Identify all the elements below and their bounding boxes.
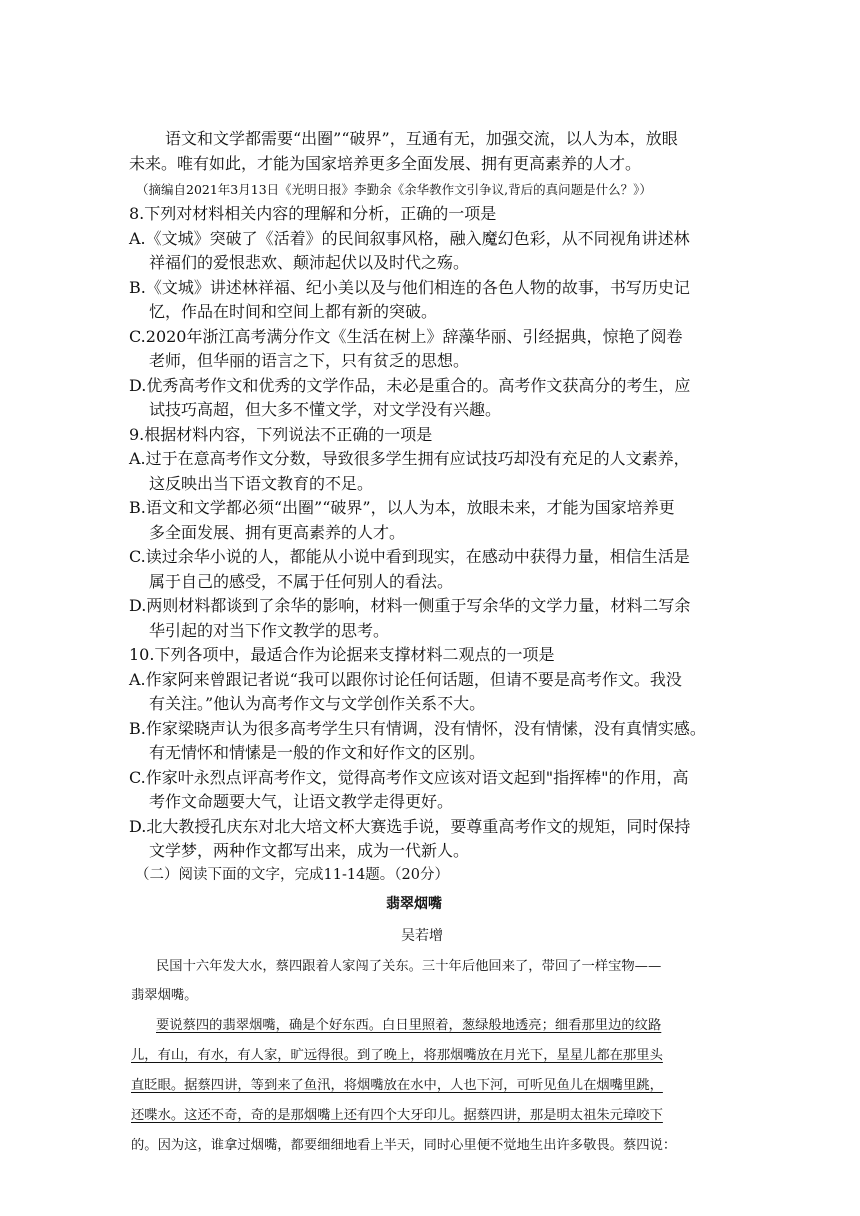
q8-stem: 8.下列对材料相关内容的理解和分析，正确的一项是 bbox=[129, 204, 497, 223]
q8-option-a-line-2: 祥福们的爱恨悲欢、颠沛起伏以及时代之殇。 bbox=[149, 253, 470, 272]
q9-option-d-line-2: 华引起的对当下作文教学的思考。 bbox=[149, 621, 390, 640]
q9-option-b-line-1: B.语文和文学都必须“出圈”“破界”，以人为本，放眼未来，才能为国家培养更 bbox=[129, 498, 675, 517]
q9-option-c-line-1: C.读过余华小说的人，都能从小说中看到现实，在感动中获得力量，相信生活是 bbox=[129, 547, 690, 566]
story-author: 吴若增 bbox=[401, 928, 443, 944]
q10-stem: 10.下列各项中，最适合作为论据来支撑材料二观点的一项是 bbox=[129, 645, 555, 664]
section-heading: （二）阅读下面的文字，完成11-14题。（20分） bbox=[135, 867, 449, 883]
story-p2-line-1: 要说蔡四的翡翠烟嘴，确是个好东西。白日里照着，葱绿般地透亮；细看那里边的纹路 bbox=[156, 1018, 662, 1033]
q9-option-c-line-2: 属于自己的感受，不属于任何别人的看法。 bbox=[149, 572, 454, 591]
q10-option-a-line-2: 有关注。”他认为高考作文与文学创作关系不大。 bbox=[149, 694, 486, 713]
q9-option-a-line-2: 这反映出当下语文教育的不足。 bbox=[149, 474, 374, 493]
story-p2-line-5: 的。因为这，谁拿过烟嘴，都要细细地看上半天，同时心里便不觉地生出许多敬畏。蔡四说： bbox=[131, 1138, 677, 1153]
story-p2-line-2: 儿，有山，有水，有人家，旷远得很。到了晚上，将那烟嘴放在月光下，星星儿都在那里头 bbox=[131, 1048, 663, 1063]
q10-option-b-line-2: 有无情怀和情愫是一般的作文和好作文的区别。 bbox=[149, 743, 486, 762]
q10-option-d-line-1: D.北大教授孔庆东对北大培文杯大赛选手说，要尊重高考作文的规矩，同时保持 bbox=[129, 817, 691, 836]
q10-option-d-line-2: 文学梦，两种作文都写出来，成为一代新人。 bbox=[149, 841, 470, 860]
q9-option-b-line-2: 多全面发展、拥有更高素养的人才。 bbox=[149, 523, 406, 542]
q10-option-c-line-2: 考作文命题要大气，让语文教学走得更好。 bbox=[149, 792, 454, 811]
material-source: （摘编自2021年3月13日《光明日报》李勤余《余华教作文引争议,背后的真问题是什么？》） bbox=[136, 182, 652, 197]
story-p2-line-3: 直眨眼。据蔡四讲，等到来了鱼汛，将烟嘴放在水中，人也下河，可听见鱼儿在烟嘴里跳， bbox=[131, 1078, 663, 1093]
q8-option-d-line-2: 试技巧高超，但大多不懂文学，对文学没有兴趣。 bbox=[149, 400, 502, 419]
q10-option-c-line-1: C.作家叶永烈点评高考作文，觉得高考作文应该对语文起到"指挥棒"的作用，高 bbox=[129, 768, 689, 787]
q8-option-b-line-2: 忆，作品在时间和空间上都有新的突破。 bbox=[149, 302, 438, 321]
story-p1-line-2: 翡翠烟嘴。 bbox=[131, 988, 198, 1003]
q8-option-c-line-2: 老师，但华丽的语言之下，只有贫乏的思想。 bbox=[149, 351, 470, 370]
q10-option-a-line-1: A.作家阿来曾跟记者说“我可以跟你讨论任何话题，但请不要是高考作文。我没 bbox=[129, 670, 682, 689]
story-p1-line-1: 民国十六年发大水，蔡四跟着人家闯了关东。三十年后他回来了，带回了一样宝物—— bbox=[156, 959, 662, 974]
q9-stem: 9.根据材料内容，下列说法不正确的一项是 bbox=[129, 425, 433, 444]
q10-option-b-line-1: B.作家梁晓声认为很多高考学生只有情调，没有情怀，没有情愫，没有真情实感。 bbox=[129, 719, 706, 738]
material-end-line-1: 语文和文学都需要“出圈”“破界”，互通有无，加强交流，以人为本，放眼 bbox=[165, 129, 678, 148]
q9-option-d-line-1: D.两则材料都谈到了余华的影响，材料一侧重于写余华的文学力量，材料二写余 bbox=[129, 596, 691, 615]
q8-option-b-line-1: B.《文城》讲述林祥福、纪小美以及与他们相连的各色人物的故事，书写历史记 bbox=[129, 278, 690, 297]
material-end-line-2: 未来。唯有如此，才能为国家培养更多全面发展、拥有更高素养的人才。 bbox=[129, 154, 642, 173]
story-p2-line-4: 还喋水。这还不奇，奇的是那烟嘴上还有四个大牙印儿。据蔡四讲，那是明太祖朱元璋咬下 bbox=[131, 1108, 663, 1123]
q8-option-a-line-1: A.《文城》突破了《活着》的民间叙事风格，融入魔幻色彩，从不同视角讲述林 bbox=[129, 229, 690, 248]
q9-option-a-line-1: A.过于在意高考作文分数，导致很多学生拥有应试技巧却没有充足的人文素养， bbox=[129, 449, 690, 468]
story-title: 翡翠烟嘴 bbox=[386, 896, 442, 912]
q8-option-c-line-1: C.2020年浙江高考满分作文《生活在树上》辞藻华丽、引经据典，惊艳了阅卷 bbox=[129, 327, 683, 346]
q8-option-d-line-1: D.优秀高考作文和优秀的文学作品，未必是重合的。高考作文获高分的考生，应 bbox=[129, 376, 691, 395]
